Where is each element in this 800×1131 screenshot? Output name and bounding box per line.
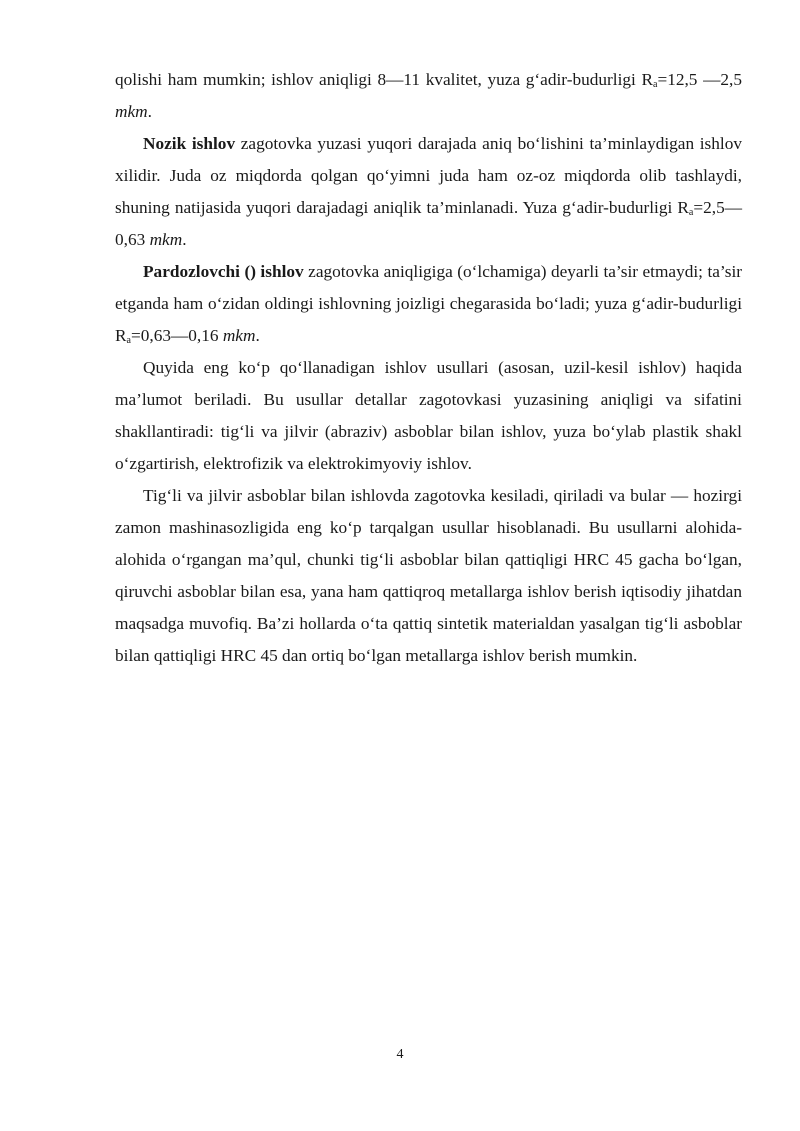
- paragraph-1: [115, 64, 742, 128]
- paragraph-3-text: zagotovka aniqligiga (o‘lchamiga) deyarli ta’sir etmaydi; ta’sir etganda ham o‘zidan oldingi ishlovning joizligi chegarasida bo‘ladi; yuza g‘adir-budurligi R: [115, 262, 742, 345]
- paragraph-2-tail: =2,5—0,63: [115, 198, 742, 249]
- paragraph-3: [115, 256, 742, 352]
- paragraph-5: Tig‘li va jilvir asboblar bilan ishlovda zagotovka kesiladi, qiriladi va bular — hozirgi zamon mashinasozligida eng ko‘p tarqalgan usullar hisoblanadi. Bu usullarni alohida-alohida o‘rgangan ma’qul, chunki tig‘li asboblar bilan qattiqligi HRC 45 gacha bo‘lgan, qiruvchi asboblar bilan esa, yana ham qattiqroq metallarga ishlov berish iqtisodiy jihatdan maqsadga muvofiq. Ba’zi hollarda o‘ta qattiq sintetik materialdan yasalgan tig‘li asboblar bilan qattiqligi HRC 45 dan ortiq bo‘lgan metallarga ishlov berish mumkin.: [115, 486, 742, 665]
- paragraph-2: [115, 128, 742, 256]
- paragraph-2-end: .: [182, 230, 187, 249]
- unit-label: mkm: [222, 326, 256, 345]
- paragraph-1-end: .: [147, 102, 152, 121]
- paragraph-2-text: zagotovka yuzasi yuqori darajada aniq bo‘lishini ta’minlaydigan ishlov xilidir. Juda oz miqdorda qolgan qo‘yimni juda ham oz-oz miqdorda olib tashlaydi, shuning natijasida yuqori darajadagi aniqlik ta’minlanadi. Yuza g‘adir-budurligi R: [115, 134, 743, 217]
- paragraph-3-tail: =0,63—0,16: [130, 326, 223, 345]
- unit-label: mkm: [149, 230, 183, 249]
- subscript: a: [653, 79, 658, 90]
- term-heading: Pardozlovchi () ishlov: [143, 262, 304, 281]
- paragraph-1-text: qolishi ham mumkin; ishlov aniqligi 8—11 kvalitet, yuza g‘adir-budurligi R: [115, 70, 653, 89]
- paragraph-4: Quyida eng ko‘p qo‘llanadigan ishlov usullari (asosan, uzil-kesil ishlov) haqida ma’lumot beriladi. Bu usullar detallar zagotovkasi yuzasining aniqligi va sifatini shakllantiradi: tig‘li va jilvir (abraziv) asboblar bilan ishlov, yuza bo‘ylab plastik shakl o‘zgartirish, elektrofizik va elektrokimyoviy ishlov.: [115, 358, 742, 473]
- paragraph-1-tail: =12,5 —2,5: [657, 70, 742, 89]
- subscript: a: [126, 335, 131, 346]
- subscript: a: [688, 207, 694, 218]
- unit-label: mkm: [115, 102, 148, 121]
- body-text: [115, 64, 742, 672]
- term-heading: Nozik ishlov: [143, 134, 236, 153]
- page-number: 4: [396, 1047, 404, 1062]
- paragraph-3-end: .: [255, 326, 260, 345]
